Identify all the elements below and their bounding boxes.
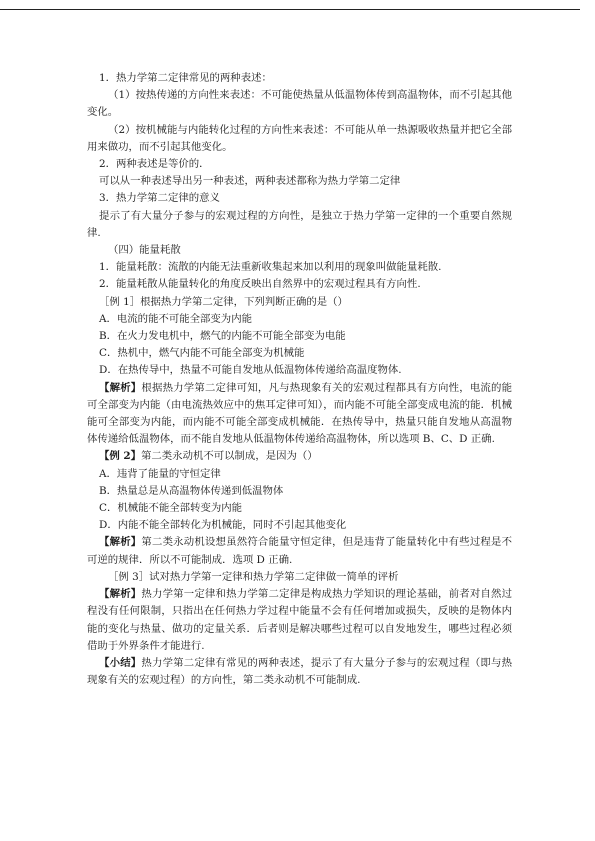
paragraph-p5 [87,173,512,190]
paragraph-p7 [87,208,512,242]
paragraph-text: 第二类永动机设想虽然符合能量守恒定律，但是违背了能量转化中有些过程是不可逆的规律．所以不可能制成．选项 D 正确. [87,536,513,566]
paragraph-p13 [87,328,512,345]
paragraph-text: A．电流的能不可能全部变为内能 [99,312,252,325]
paragraph-text: 2．能量耗散从能量转化的角度反映出自然界中的宏观过程具有方向性. [99,278,421,291]
paragraph-p12 [87,311,512,328]
label-tag: 【解析】 [99,381,142,394]
paragraph-text: ［例 1］根据热力学第二定律，下列判断正确的是（） [99,295,348,308]
document-body [87,70,512,689]
paragraph-text: 可以从一种表述导出另一种表述，两种表述都称为热力学第二定律 [99,175,401,188]
paragraph-text: 提示了有大量分子参与的宏观过程的方向性，是独立于热力学第一定律的一个重要自然规律. [87,209,512,239]
paragraph-text: A．违背了能量的守恒定律 [99,467,221,480]
paragraph-text: （2）按机械能与内能转化过程的方向性来表述：不可能从单一热源吸收热量并把它全部用来做功，而不引起其他变化。 [87,123,512,153]
paragraph-p22 [87,534,512,568]
paragraph-p17 [87,448,512,465]
paragraph-text: （四）能量耗散 [108,244,181,257]
paragraph-p2 [87,87,512,121]
paragraph-text: D．内能不能全部转化为机械能，同时不引起其他变化 [99,519,347,532]
paragraph-p19 [87,483,512,500]
paragraph-text: 热力学第二定律有常见的两种表述，提示了有大量分子参与的宏观过程（即与热现象有关的宏观过程）的方向性，第二类永动机不可能制成. [87,656,513,687]
paragraph-text: C．热机中，燃气内能不可能全部变为机械能 [99,347,305,360]
paragraph-p21 [87,517,512,534]
paragraph-text: C．机械能不能全部转变为内能 [99,502,243,515]
paragraph-text: 第二类永动机不可以制成，是因为（） [141,450,318,463]
label-tag: 【解析】 [99,588,142,601]
paragraph-text: 1．热力学第二定律常见的两种表述： [99,72,272,84]
paragraph-p23 [87,569,512,586]
paragraph-text: D．在热传导中，热量不可能自发地从低温物体传递给高温度物体. [99,364,402,377]
paragraph-text: 2．两种表述是等价的． [99,158,210,171]
paragraph-p25 [87,655,512,689]
paragraph-p24 [87,586,512,655]
paragraph-p4 [87,156,512,173]
paragraph-p1 [87,70,512,87]
paragraph-text: 1．能量耗散：流散的内能无法重新收集起来加以利用的现象叫做能量耗散. [99,261,442,274]
paragraph-p3 [87,122,512,156]
paragraph-p16 [87,380,512,449]
paragraph-p14 [87,345,512,362]
label-tag: 【小结】 [99,656,142,669]
paragraph-p8 [87,242,512,259]
paragraph-p11 [87,294,512,311]
paragraph-text: ［例 3］试对热力学第一定律和热力学第二定律做一简单的评析 [108,570,399,583]
paragraph-p18 [87,466,512,483]
paragraph-p9 [87,259,512,276]
paragraph-p10 [87,276,512,293]
paragraph-text: B．在火力发电机中，燃气的内能不可能全部变为电能 [99,330,346,343]
paragraph-p6 [87,190,512,207]
paragraph-p20 [87,500,512,517]
paragraph-text: 热力学第一定律和热力学第二定律是构成热力学知识的理论基础，前者对自然过程没有任何限制，只指出在任何热力学过程中能量不会有任何增加或损失，反映的是物体内能的变化与热量、做功的定量关系．后者则是解决哪些过程可以自发地发生，哪些过程必须借助于外界条件才能进行. [87,588,513,652]
paragraph-text: （1）按热传递的方向性来表述：不可能使热量从低温物体传到高温物体，而不引起其他变化。 [87,89,512,119]
paragraph-text: 3．热力学第二定律的意义 [99,192,220,205]
label-tag: 【例 2】 [99,450,142,463]
paragraph-text: 根据热力学第二定律可知，凡与热现象有关的宏观过程都具有方向性，电流的能可全部变为内能（由电流热效应中的焦耳定律可知），而内能不可能全部变成电流的能．机械能可全部变为内能，而内能不可能全部变成机械能．在热传导中，热量只能自发地从高温物体传递给低温物体，而不能自发地从低温物体传递给高温物体，所以选项 B、C、D 正确. [87,381,513,446]
paragraph-text: B．热量总是从高温物体传递到低温物体 [99,484,284,497]
paragraph-p15 [87,362,512,379]
label-tag: 【解析】 [99,536,142,549]
header-rule [0,9,580,10]
